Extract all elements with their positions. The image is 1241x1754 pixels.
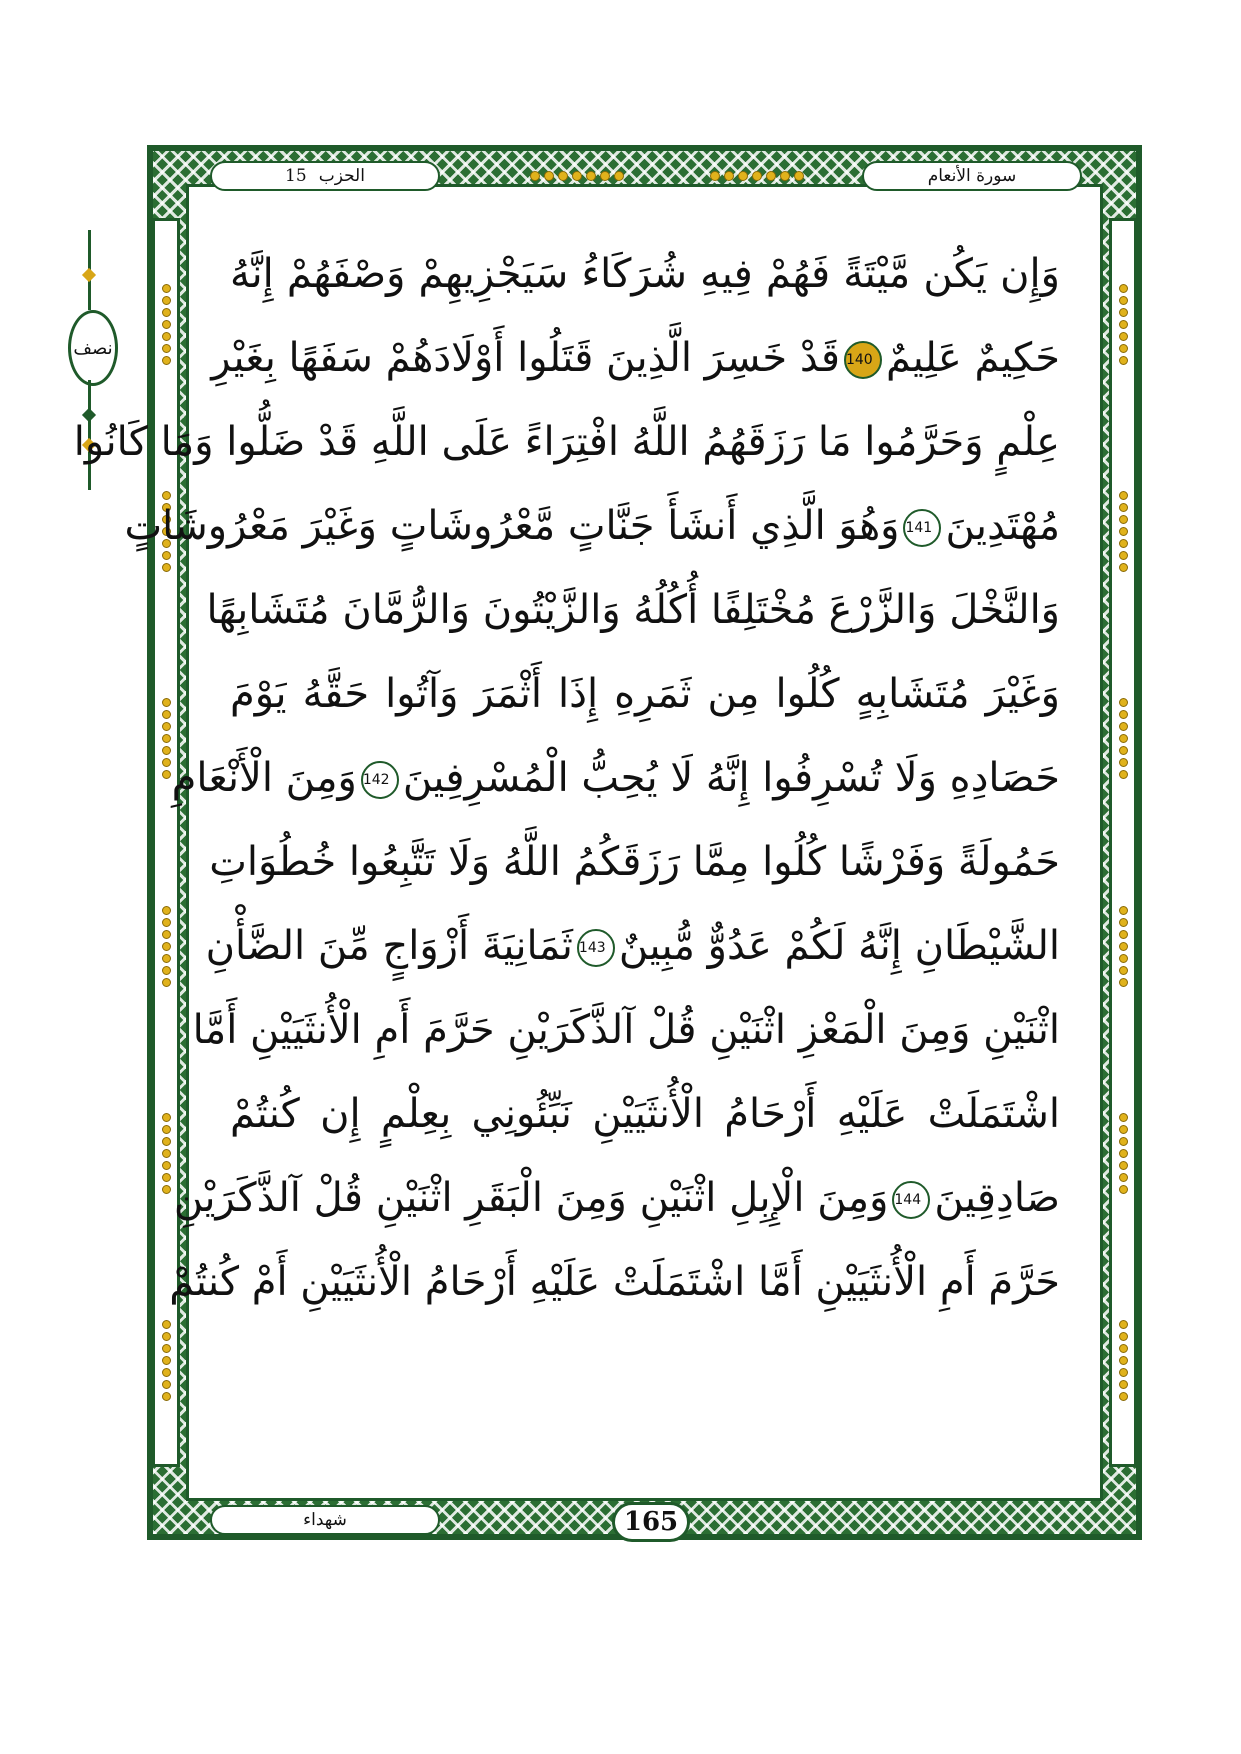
hizb-label: الحزب [318, 166, 365, 186]
catchword: شهداء [303, 1510, 347, 1530]
text-line: حَرَّمَ أَمِ الْأُنثَيَيْنِ أَمَّا اشْتَمَلَتْ عَلَيْهِ أَرْحَامُ الْأُنثَيَيْنِ أَمْ كُنتُمْ [169, 1259, 1060, 1305]
hizb-header [210, 161, 440, 191]
text-line: وَإِن يَكُن مَّيْتَةً فَهُمْ فِيهِ شُرَكَاءُ سَيَجْزِيهِمْ وَصْفَهُمْ إِنَّهُ [230, 251, 1060, 297]
ayah-number-marker: 141 [903, 509, 941, 547]
top-ornament-dots [530, 171, 624, 181]
ayah-number-marker: 143 [577, 929, 615, 967]
text-line: حَصَادِهِ وَلَا تُسْرِفُوا إِنَّهُ لَا يُحِبُّ الْمُسْرِفِينَ142وَمِنَ الْأَنْعَامِ [171, 755, 1060, 801]
text-line: عِلْمٍ وَحَرَّمُوا مَا رَزَقَهُمُ اللَّهُ افْتِرَاءً عَلَى اللَّهِ قَدْ ضَلُّوا وَمَا كَانُوا [73, 419, 1060, 465]
text-line: حَكِيمٌ عَلِيمٌ140قَدْ خَسِرَ الَّذِينَ قَتَلُوا أَوْلَادَهُمْ سَفَهًا بِغَيْرِ [211, 335, 1060, 381]
text-line: مُهْتَدِينَ141وَهُوَ الَّذِي أَنشَأَ جَنَّاتٍ مَّعْرُوشَاتٍ وَغَيْرَ مَعْرُوشَاتٍ [124, 503, 1060, 549]
top-ornament-dots [710, 171, 804, 181]
text-line: وَالنَّخْلَ وَالزَّرْعَ مُخْتَلِفًا أُكُلُهُ وَالزَّيْتُونَ وَالرُّمَّانَ مُتَشَابِهًا [206, 587, 1060, 633]
right-ornament-column [1109, 218, 1137, 1467]
text-line: وَغَيْرَ مُتَشَابِهٍ كُلُوا مِن ثَمَرِهِ إِذَا أَثْمَرَ وَآتُوا حَقَّهُ يَوْمَ [230, 671, 1060, 717]
ayah-number-marker: 144 [892, 1181, 930, 1219]
text-line: الشَّيْطَانِ إِنَّهُ لَكُمْ عَدُوٌّ مُّبِينٌ143ثَمَانِيَةَ أَزْوَاجٍ مِّنَ الضَّأْنِ [205, 923, 1060, 969]
ayah-number-marker: 142 [361, 761, 399, 799]
text-line: اثْنَيْنِ وَمِنَ الْمَعْزِ اثْنَيْنِ قُلْ آلذَّكَرَيْنِ حَرَّمَ أَمِ الْأُنثَيَيْنِ أَمَّا [192, 1007, 1060, 1053]
page-number: 165 [612, 1502, 690, 1542]
text-line: صَادِقِينَ144وَمِنَ الْإِبِلِ اثْنَيْنِ وَمِنَ الْبَقَرِ اثْنَيْنِ قُلْ آلذَّكَرَيْنِ [173, 1175, 1060, 1221]
surah-header [862, 161, 1082, 191]
ayah-number-marker: 140 [844, 341, 882, 379]
half-hizb-marker: نصف [73, 337, 113, 359]
hizb-number: 15 [285, 166, 307, 186]
text-line: حَمُولَةً وَفَرْشًا كُلُوا مِمَّا رَزَقَكُمُ اللَّهُ وَلَا تَتَّبِعُوا خُطُوَاتِ [209, 839, 1060, 885]
surah-name: سورة الأنعام [927, 166, 1017, 186]
catchword-footer [210, 1505, 440, 1535]
text-line: اشْتَمَلَتْ عَلَيْهِ أَرْحَامُ الْأُنثَيَيْنِ نَبِّئُونِي بِعِلْمٍ إِن كُنتُمْ [230, 1091, 1060, 1137]
medallion-knot [68, 310, 118, 386]
